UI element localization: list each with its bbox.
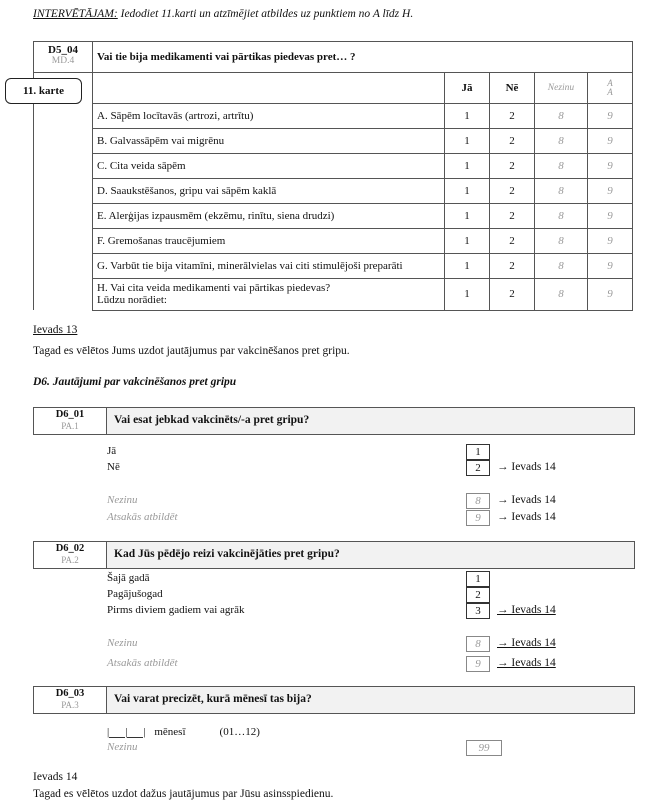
d5-answer-ne[interactable]: 2: [490, 203, 535, 228]
header-nezinu: Nezinu: [535, 73, 588, 104]
d5-answer-nezinu[interactable]: 8: [535, 128, 588, 153]
d5-row-label: E. Alerģijas izpausmēm (ekzēmu, rinītu, siena drudzi): [93, 203, 445, 228]
d5-code-spacer: [34, 178, 93, 203]
d5-answer-nezinu[interactable]: 8: [535, 178, 588, 203]
d5-question: Vai tie bija medikamenti vai pārtikas piedevas pret… ?: [93, 42, 633, 73]
d5-row-label: F. Gremošanas traucējumiem: [93, 228, 445, 253]
d5-answer-ne[interactable]: 2: [490, 128, 535, 153]
q3-code-99[interactable]: 99: [466, 740, 502, 756]
q2-code-8[interactable]: 8: [466, 636, 490, 652]
d5-answer-ne[interactable]: 2: [490, 103, 535, 128]
q1-jump-atsakas: → Ievads 14: [497, 511, 556, 523]
d5-answer-ja[interactable]: 1: [445, 153, 490, 178]
d5-answer-ja[interactable]: 1: [445, 128, 490, 153]
q1-option-ja: Jā: [107, 445, 117, 457]
d5-answer-nezinu[interactable]: 8: [535, 278, 588, 310]
q1-code-2[interactable]: 2: [466, 460, 490, 476]
header-ja: Jā: [445, 73, 490, 104]
header-ne: Nē: [490, 73, 535, 104]
d5-answer-ja[interactable]: 1: [445, 103, 490, 128]
d5-row-label: A. Sāpēm locītavās (artrozi, artrītu): [93, 103, 445, 128]
ievads-14-title: Ievads 14: [33, 771, 78, 783]
d5-code-spacer: [34, 128, 93, 153]
d5-answer-ja[interactable]: 1: [445, 253, 490, 278]
q2-code-9[interactable]: 9: [466, 656, 490, 672]
d5-answer-ja[interactable]: 1: [445, 178, 490, 203]
d5-row-label: B. Galvassāpēm vai migrēnu: [93, 128, 445, 153]
d5-code-cell: D5_04 MD.4: [34, 42, 93, 73]
d5-row: [34, 253, 633, 278]
d5-answer-aa[interactable]: 9: [588, 128, 633, 153]
d5-row: [34, 203, 633, 228]
d5-row: [34, 178, 633, 203]
q2-jump-pirms: → Ievads 14: [497, 604, 556, 616]
q1-option-atsakas: Atsakās atbildēt: [107, 511, 178, 523]
question-d6-03: D6_03 PA.3 Vai varat precizēt, kurā mēnesī tas bija?: [33, 686, 635, 714]
d5-answer-nezinu[interactable]: 8: [535, 253, 588, 278]
d5-answer-aa[interactable]: 9: [588, 278, 633, 310]
ievads-13-title: Ievads 13: [33, 324, 78, 336]
d5-answer-ne[interactable]: 2: [490, 228, 535, 253]
d5-row: [34, 103, 633, 128]
d5-answer-nezinu[interactable]: 8: [535, 203, 588, 228]
d5-row-label: C. Cita veida sāpēm: [93, 153, 445, 178]
q2-option-sajagada: Šajā gadā: [107, 572, 150, 584]
d5-answer-ne[interactable]: 2: [490, 278, 535, 310]
d5-answer-aa[interactable]: 9: [588, 203, 633, 228]
d5-row: [34, 128, 633, 153]
q1-code-8[interactable]: 8: [466, 493, 490, 509]
d5-04-table: [33, 41, 633, 311]
d5-answer-nezinu[interactable]: 8: [535, 228, 588, 253]
d5-answer-nezinu[interactable]: 8: [535, 103, 588, 128]
month-input[interactable]: | | | mēnesī (01…12): [107, 726, 260, 738]
d5-row-label: D. Saaukstēšanos, gripu vai sāpēm kaklā: [93, 178, 445, 203]
question-d6-02: D6_02 PA.2 Kad Jūs pēdējo reizi vakcinējāties pret gripu?: [33, 541, 635, 569]
d5-answer-ne[interactable]: 2: [490, 178, 535, 203]
d5-answer-ne[interactable]: 2: [490, 253, 535, 278]
d5-code-spacer: [34, 153, 93, 178]
d5-answer-ja[interactable]: 1: [445, 203, 490, 228]
d5-answer-aa[interactable]: 9: [588, 253, 633, 278]
d5-code-spacer: [34, 278, 93, 310]
d5-code-spacer: [34, 203, 93, 228]
ievads-14-text: Tagad es vēlētos uzdot dažus jautājumus par Jūsu asinsspiedienu.: [33, 788, 334, 800]
interviewer-instruction: INTERVĒTĀJAM: Iedodiet 11.karti un atzīmējiet atbildes uz punktiem no A līdz H.: [33, 8, 414, 20]
q1-jump-nezinu: → Ievads 14: [497, 494, 556, 506]
d5-row-label: G. Varbūt tie bija vitamīni, minerālvielas vai citi stimulējoši preparāti: [93, 253, 445, 278]
q2-option-atsakas: Atsakās atbildēt: [107, 657, 178, 669]
q1-option-ne: Nē: [107, 461, 120, 473]
q1-code-9[interactable]: 9: [466, 510, 490, 526]
d5-row: [34, 278, 633, 310]
question-d6-01: D6_01 PA.1 Vai esat jebkad vakcinēts/-a pret gripu?: [33, 407, 635, 435]
q2-code-2[interactable]: 2: [466, 587, 490, 603]
d5-row-label: H. Vai cita veida medikamenti vai pārtikas piedevas? Lūdzu norādiet:: [93, 278, 445, 310]
q2-code-1[interactable]: 1: [466, 571, 490, 587]
q2-option-nezinu: Nezinu: [107, 637, 138, 649]
q3-option-nezinu: Nezinu: [107, 741, 138, 753]
card-label: 11. karte: [5, 78, 82, 104]
q2-option-pirms: Pirms diviem gadiem vai agrāk: [107, 604, 245, 616]
d5-answer-ne[interactable]: 2: [490, 153, 535, 178]
d5-answer-aa[interactable]: 9: [588, 178, 633, 203]
d5-answer-aa[interactable]: 9: [588, 103, 633, 128]
d5-code-spacer: [34, 103, 93, 128]
d5-answer-ja[interactable]: 1: [445, 228, 490, 253]
section-d6-title: D6. Jautājumi par vakcinēšanos pret gripu: [33, 376, 237, 388]
q1-option-nezinu: Nezinu: [107, 494, 138, 506]
d5-row: [34, 153, 633, 178]
d5-code-spacer: [34, 228, 93, 253]
header-aa: A A: [588, 73, 633, 104]
q2-option-pagajusogad: Pagājušogad: [107, 588, 163, 600]
q2-jump-nezinu: → Ievads 14: [497, 637, 556, 649]
d5-row: [34, 228, 633, 253]
d5-answer-aa[interactable]: 9: [588, 228, 633, 253]
d5-code-spacer: [34, 253, 93, 278]
ievads-13-text: Tagad es vēlētos Jums uzdot jautājumus par vakcinēšanos pret gripu.: [33, 345, 350, 357]
q1-code-1[interactable]: 1: [466, 444, 490, 460]
q2-code-3[interactable]: 3: [466, 603, 490, 619]
q1-jump-ne: → Ievads 14: [497, 461, 556, 473]
d5-answer-aa[interactable]: 9: [588, 153, 633, 178]
q2-jump-atsakas: → Ievads 14: [497, 657, 556, 669]
d5-answer-nezinu[interactable]: 8: [535, 153, 588, 178]
d5-answer-ja[interactable]: 1: [445, 278, 490, 310]
